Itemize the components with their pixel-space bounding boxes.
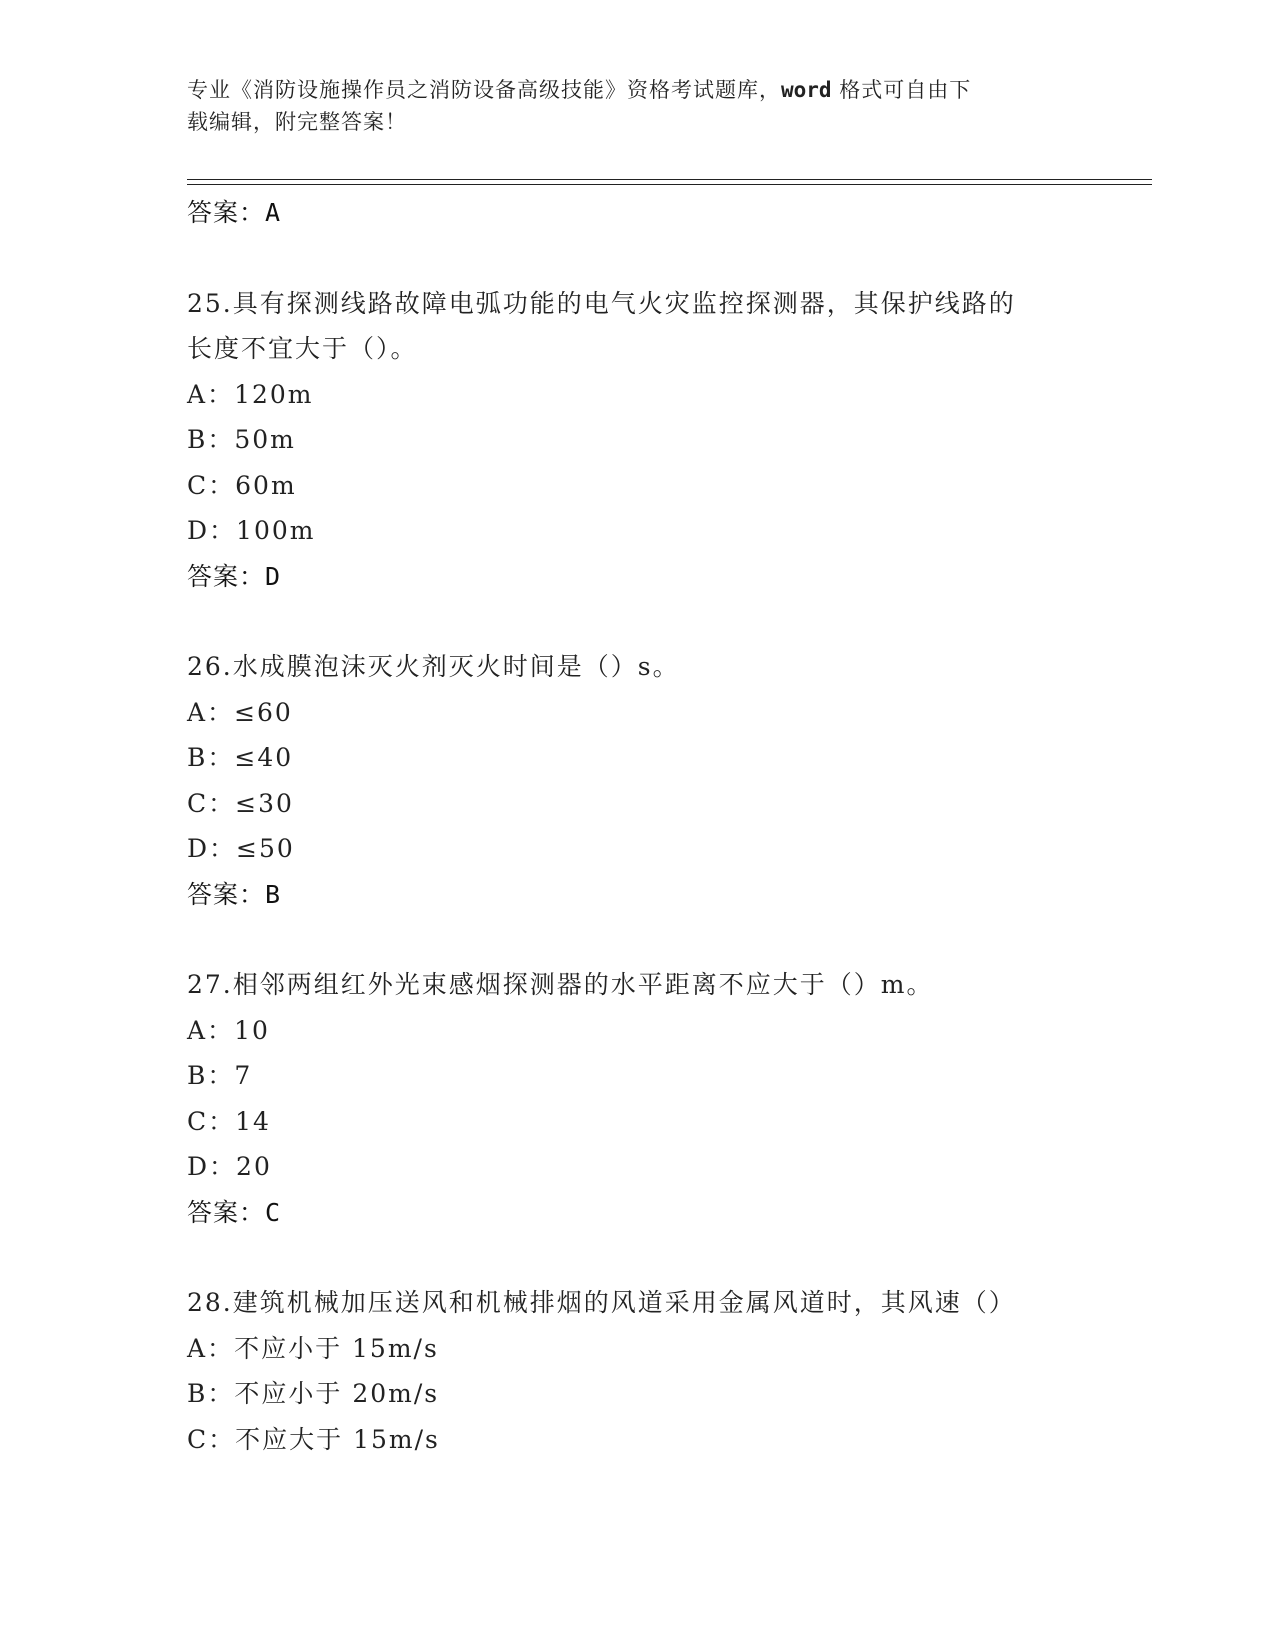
option-text: 120m <box>234 379 314 409</box>
spacer <box>187 917 1127 962</box>
option-label: B： <box>187 1061 235 1090</box>
option-text: ≤40 <box>234 743 294 772</box>
question-stem: 27.相邻两组红外光束感烟探测器的水平距离不应大于（）m。 <box>187 970 934 999</box>
option-label: D： <box>187 834 237 863</box>
header-line-1 <box>187 74 1067 106</box>
option-text: 不应小于 15m/s <box>234 1333 439 1363</box>
option-text: 50m <box>234 425 296 454</box>
option-label: C： <box>187 470 236 500</box>
option-label: C： <box>187 1106 236 1136</box>
spacer <box>187 1235 1127 1280</box>
question-answer <box>187 1190 1127 1236</box>
option-a <box>187 1326 1127 1372</box>
question-stem-continued: 长度不宜大于（）。 <box>187 334 418 363</box>
option-label: B： <box>187 743 235 772</box>
question-stem: 28.建筑机械加压送风和机械排烟的风道采用金属风道时，其风速（） <box>187 1288 1016 1317</box>
option-text: 14 <box>235 1106 271 1136</box>
question-stem: 26.水成膜泡沫灭火剂灭火时间是（）s。 <box>187 652 680 681</box>
question-stem: 25.具有探测线路故障电弧功能的电气火灾监控探测器，其保护线路的 <box>187 288 1016 318</box>
option-a <box>187 1008 1127 1054</box>
answer-value: A <box>265 198 282 227</box>
option-label: C： <box>187 788 236 818</box>
spacer <box>187 236 1127 281</box>
option-b <box>187 417 1127 463</box>
option-d <box>187 508 1127 554</box>
option-label: D： <box>187 1152 237 1181</box>
option-c <box>187 463 1127 509</box>
option-text: 60m <box>235 470 297 500</box>
option-d <box>187 1144 1127 1190</box>
header-text: 专业《消防设施操作员之消防设备高级技能》资格考试题库， <box>187 78 781 102</box>
document-header <box>187 74 1067 138</box>
header-text: 格式可自由下 <box>831 78 972 102</box>
option-b <box>187 735 1127 781</box>
question-25 <box>187 281 1127 600</box>
option-b <box>187 1371 1127 1417</box>
question-answer <box>187 554 1127 600</box>
option-label: B： <box>187 425 235 454</box>
option-text: ≤50 <box>236 834 295 863</box>
answer-label: 答案： <box>187 879 266 909</box>
option-text: 20 <box>236 1152 272 1181</box>
answer-value: B <box>265 879 282 909</box>
answer-label: 答案： <box>187 198 266 227</box>
question-27 <box>187 962 1127 1235</box>
answer-value: D <box>265 561 282 591</box>
option-label: A： <box>187 1015 235 1045</box>
question-answer <box>187 872 1127 918</box>
option-a <box>187 690 1127 736</box>
question-26 <box>187 644 1127 917</box>
option-text: 不应小于 20m/s <box>234 1379 440 1408</box>
answer-label: 答案： <box>187 561 266 591</box>
option-label: A： <box>187 379 235 409</box>
option-d <box>187 826 1127 872</box>
option-text: ≤60 <box>234 697 293 727</box>
previous-answer <box>187 190 1127 236</box>
option-b <box>187 1053 1127 1099</box>
option-text: 7 <box>234 1061 253 1090</box>
header-line-2: 载编辑，附完整答案！ <box>187 110 407 134</box>
option-label: D： <box>187 516 237 545</box>
header-word-text: word <box>781 78 832 102</box>
option-c <box>187 1099 1127 1145</box>
option-label: A： <box>187 1333 235 1363</box>
header-divider <box>187 179 1152 180</box>
option-a <box>187 372 1127 418</box>
option-text: 不应大于 15m/s <box>235 1424 440 1454</box>
question-28 <box>187 1280 1127 1462</box>
option-label: C： <box>187 1424 236 1454</box>
answer-label: 答案： <box>187 1197 266 1227</box>
option-label: B： <box>187 1379 235 1408</box>
option-c <box>187 781 1127 827</box>
question-list <box>187 190 1127 1462</box>
option-c <box>187 1417 1127 1463</box>
option-label: A： <box>187 697 235 727</box>
answer-value: C <box>265 1197 282 1227</box>
spacer <box>187 599 1127 644</box>
option-text: 10 <box>234 1015 270 1045</box>
header-divider <box>187 184 1152 185</box>
option-text: ≤30 <box>235 788 294 818</box>
option-text: 100m <box>236 516 316 545</box>
